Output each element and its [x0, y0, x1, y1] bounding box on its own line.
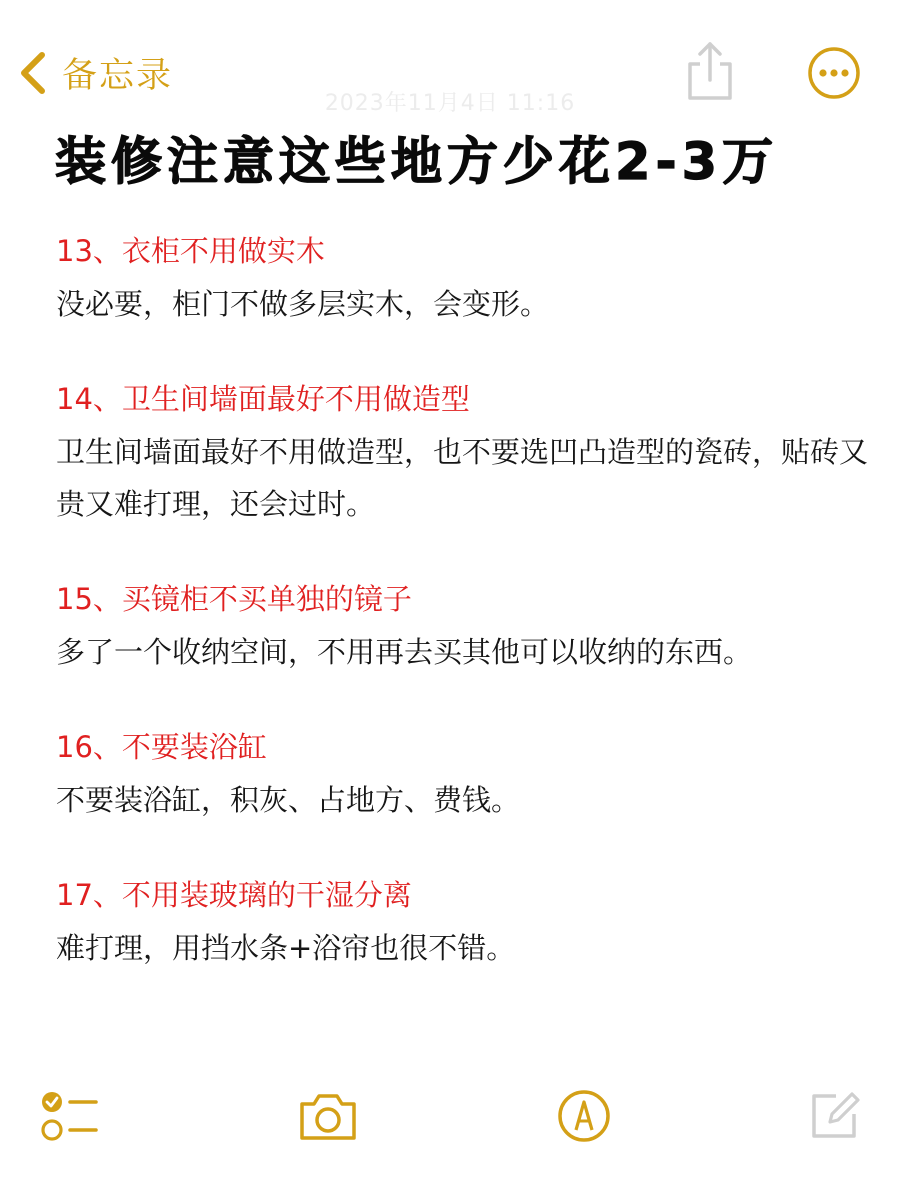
note-body[interactable] — [56, 228, 876, 1020]
item-text: 卫生间墙面最好不用做造型，也不要选凹凸造型的瓷砖，贴砖又贵又难打理，还会过时。 — [56, 435, 869, 521]
checklist-button[interactable] — [40, 1088, 100, 1144]
back-button-label: 备忘录 — [62, 56, 174, 96]
item-text: 难打理，用挡水条+浴帘也很不错。 — [56, 931, 516, 965]
note-title[interactable]: 装修注意这些地方少花2-3万 — [55, 133, 779, 192]
item-heading: 17、不用装玻璃的干湿分离 — [56, 878, 412, 912]
note-item — [56, 576, 876, 678]
item-text: 多了一个收纳空间，不用再去买其他可以收纳的东西。 — [56, 635, 753, 669]
item-text: 没必要，柜门不做多层实木，会变形。 — [56, 287, 550, 321]
note-item — [56, 376, 876, 530]
note-item — [56, 872, 876, 974]
bottom-toolbar — [0, 1080, 900, 1160]
navigation-bar — [0, 0, 900, 116]
compose-icon — [806, 1088, 862, 1144]
compose-button[interactable] — [806, 1088, 862, 1144]
note-item — [56, 228, 876, 330]
markup-icon — [556, 1088, 612, 1144]
camera-icon — [296, 1088, 360, 1144]
item-heading: 15、买镜柜不买单独的镜子 — [56, 582, 412, 616]
markup-button[interactable] — [556, 1088, 612, 1144]
note-date: 2023年11月4日 11:16 — [324, 91, 576, 116]
note-item — [56, 724, 876, 826]
checklist-icon — [40, 1088, 100, 1144]
item-heading: 16、不要装浴缸 — [56, 730, 267, 764]
item-heading: 13、衣柜不用做实木 — [56, 234, 325, 268]
item-text: 不要装浴缸，积灰、占地方、费钱。 — [56, 783, 521, 817]
item-heading: 14、卫生间墙面最好不用做造型 — [56, 382, 470, 416]
camera-button[interactable] — [296, 1088, 360, 1144]
